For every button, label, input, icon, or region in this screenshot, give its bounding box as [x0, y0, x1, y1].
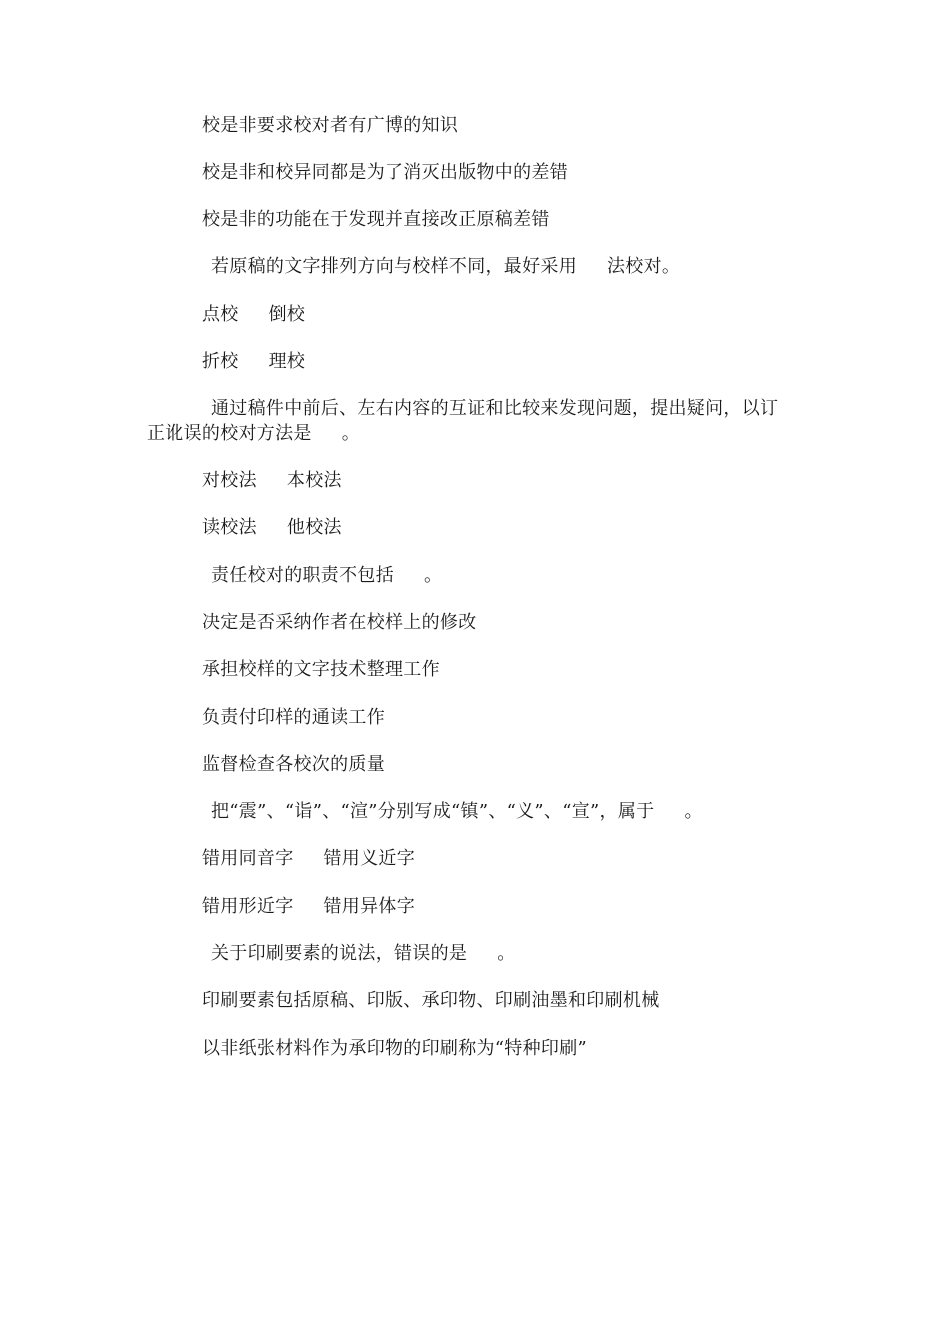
option: 错用形近字 [202, 896, 294, 917]
question-stem-text: 把“震”、“诣”、“渲”分别写成“镇”、“义”、“宣”，属于 [211, 801, 655, 822]
option-line: 决定是否采纳作者在校样上的修改 [202, 612, 477, 633]
option: 倒校 [268, 304, 306, 325]
question-stem-text: 。 [424, 565, 443, 586]
option-line: 负责付印样的通读工作 [202, 707, 385, 728]
option: 点校 [202, 304, 239, 325]
option: 读校法 [202, 517, 257, 538]
question-stem [211, 255, 680, 279]
option-line: 监督检查各校次的质量 [202, 754, 385, 775]
text-line: 校是非要求校对者有广博的知识 [202, 115, 459, 136]
option: 错用异体字 [323, 896, 415, 917]
question-stem-text: 若原稿的文字排列方向与校样不同，最好采用 [211, 256, 577, 277]
option-line: 承担校样的文字技术整理工作 [202, 659, 440, 680]
question-stem-text: 关于印刷要素的说法，错误的是 [211, 943, 468, 964]
question-stem-text: 责任校对的职责不包括 [211, 565, 394, 586]
option: 错用同音字 [202, 848, 294, 869]
option: 折校 [202, 351, 239, 372]
option-line: 印刷要素包括原稿、印版、承印物、印刷油墨和印刷机械 [202, 990, 660, 1011]
question-stem-text: 。 [684, 801, 703, 822]
question-stem-text: 。 [341, 423, 361, 444]
question-stem [147, 422, 360, 446]
option-row [202, 303, 305, 327]
question-stem-text: 法校对。 [607, 256, 681, 277]
question-stem [211, 800, 703, 824]
question-stem-text: 。 [497, 943, 516, 964]
option-row [202, 469, 342, 493]
question-stem [211, 564, 442, 588]
question-stem [211, 942, 516, 966]
question-stem-text: 正讹误的校对方法是 [147, 423, 312, 444]
option-row [202, 895, 415, 919]
option-row [202, 847, 415, 871]
option: 理校 [268, 351, 306, 372]
option-row [202, 350, 305, 374]
option-row [202, 516, 342, 540]
option: 错用义近字 [323, 848, 415, 869]
question-stem: 通过稿件中前后、左右内容的互证和比较来发现问题，提出疑问，以订 [211, 398, 779, 419]
option: 对校法 [202, 470, 257, 491]
option: 他校法 [286, 517, 342, 538]
text-line: 校是非和校异同都是为了消灭出版物中的差错 [202, 162, 568, 183]
text-line: 校是非的功能在于发现并直接改正原稿差错 [202, 209, 550, 230]
option-line: 以非纸张材料作为承印物的印刷称为“特种印刷” [202, 1038, 588, 1059]
option: 本校法 [286, 470, 342, 491]
